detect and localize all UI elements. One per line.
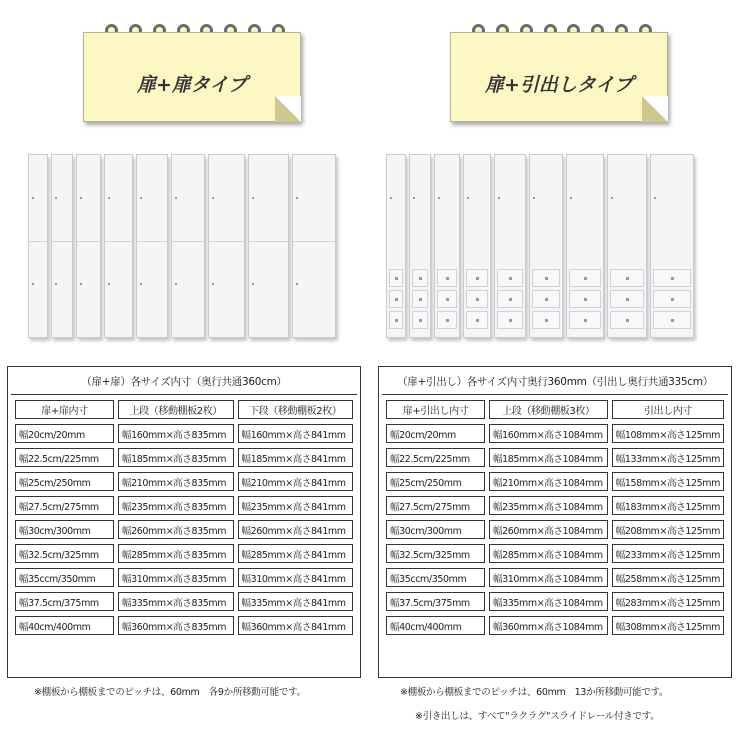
table-row bbox=[386, 472, 724, 491]
table-caption: （扉+引出し）各サイズ内寸奥行360mm（引出し奥行共通335cm） bbox=[382, 370, 728, 395]
inner-size-cell: 幅310mm×高さ835mm bbox=[118, 568, 234, 587]
column-header: 扉+扉内寸 bbox=[15, 400, 114, 419]
table-row bbox=[386, 448, 724, 467]
outer-size-cell: 幅32.5cm/325mm bbox=[386, 544, 485, 563]
inner-size-cell: 幅233mm×高さ125mm bbox=[612, 544, 724, 563]
cabinet bbox=[28, 154, 48, 338]
cabinet bbox=[607, 154, 647, 338]
inner-size-cell: 幅335mm×高さ841mm bbox=[238, 592, 354, 611]
outer-size-cell: 幅40cm/400mm bbox=[15, 616, 114, 635]
cabinet bbox=[529, 154, 563, 338]
inner-size-cell: 幅210mm×高さ841mm bbox=[238, 472, 354, 491]
table-caption: （扉+扉）各サイズ内寸（奥行共通360cm） bbox=[11, 370, 357, 395]
inner-size-cell: 幅235mm×高さ841mm bbox=[238, 496, 354, 515]
table-row bbox=[15, 520, 353, 539]
table-row bbox=[386, 568, 724, 587]
outer-size-cell: 幅22.5cm/225mm bbox=[15, 448, 114, 467]
inner-size-cell: 幅285mm×高さ1084mm bbox=[489, 544, 608, 563]
table-row bbox=[386, 424, 724, 443]
drawer-rail-note: ※引き出しは、すべて"ラクラグ"スライドレール付きです。 bbox=[415, 711, 660, 722]
cabinet bbox=[248, 154, 289, 338]
inner-size-cell: 幅210mm×高さ835mm bbox=[118, 472, 234, 491]
table-row bbox=[15, 544, 353, 563]
table-row bbox=[15, 472, 353, 491]
inner-size-cell: 幅160mm×高さ841mm bbox=[238, 424, 354, 443]
cabinet bbox=[434, 154, 460, 338]
inner-size-cell: 幅308mm×高さ125mm bbox=[612, 616, 724, 635]
table-row bbox=[15, 424, 353, 443]
inner-size-cell: 幅258mm×高さ125mm bbox=[612, 568, 724, 587]
pitch-note: ※棚板から棚板までのピッチは、60mm 各9か所移動可能です。 bbox=[34, 687, 306, 698]
inner-size-cell: 幅133mm×高さ125mm bbox=[612, 448, 724, 467]
inner-size-cell: 幅285mm×高さ835mm bbox=[118, 544, 234, 563]
cabinet bbox=[494, 154, 526, 338]
cabinet bbox=[566, 154, 604, 338]
outer-size-cell: 幅35ccm/350mm bbox=[386, 568, 485, 587]
inner-size-cell: 幅360mm×高さ841mm bbox=[238, 616, 354, 635]
inner-size-cell: 幅310mm×高さ1084mm bbox=[489, 568, 608, 587]
door-drawer-size-table bbox=[378, 366, 732, 678]
inner-size-cell: 幅260mm×高さ1084mm bbox=[489, 520, 608, 539]
inner-size-cell: 幅360mm×高さ835mm bbox=[118, 616, 234, 635]
table-row bbox=[15, 448, 353, 467]
label-door-drawer-type bbox=[450, 24, 668, 122]
outer-size-cell: 幅37.5cm/375mm bbox=[386, 592, 485, 611]
inner-size-cell: 幅208mm×高さ125mm bbox=[612, 520, 724, 539]
inner-size-cell: 幅360mm×高さ1084mm bbox=[489, 616, 608, 635]
outer-size-cell: 幅32.5cm/325mm bbox=[15, 544, 114, 563]
inner-size-cell: 幅260mm×高さ841mm bbox=[238, 520, 354, 539]
inner-size-cell: 幅335mm×高さ835mm bbox=[118, 592, 234, 611]
outer-size-cell: 幅30cm/300mm bbox=[15, 520, 114, 539]
cabinet bbox=[76, 154, 101, 338]
inner-size-cell: 幅108mm×高さ125mm bbox=[612, 424, 724, 443]
cabinet bbox=[292, 154, 336, 338]
door-door-size-table bbox=[7, 366, 361, 678]
type-title: 扉+引出しタイプ bbox=[485, 74, 633, 96]
door-drawer-cabinets-image bbox=[386, 154, 700, 344]
outer-size-cell: 幅40cm/400mm bbox=[386, 616, 485, 635]
table-row bbox=[15, 592, 353, 611]
table-row bbox=[15, 496, 353, 515]
inner-size-cell: 幅185mm×高さ1084mm bbox=[489, 448, 608, 467]
table-row bbox=[386, 520, 724, 539]
pitch-note: ※棚板から棚板までのピッチは、60mm 13か所移動可能です。 bbox=[400, 687, 669, 698]
label-door-door-type bbox=[83, 24, 301, 122]
table-row bbox=[386, 616, 724, 635]
outer-size-cell: 幅27.5cm/275mm bbox=[15, 496, 114, 515]
inner-size-cell: 幅235mm×高さ1084mm bbox=[489, 496, 608, 515]
cabinet bbox=[171, 154, 205, 338]
inner-size-cell: 幅310mm×高さ841mm bbox=[238, 568, 354, 587]
table-row bbox=[386, 544, 724, 563]
table-row bbox=[386, 592, 724, 611]
inner-size-cell: 幅160mm×高さ1084mm bbox=[489, 424, 608, 443]
column-header: 下段（移動棚板2枚） bbox=[238, 400, 354, 419]
inner-size-cell: 幅183mm×高さ125mm bbox=[612, 496, 724, 515]
column-header: 上段（移動棚板2枚） bbox=[118, 400, 234, 419]
column-header: 引出し内寸 bbox=[612, 400, 724, 419]
inner-size-cell: 幅235mm×高さ835mm bbox=[118, 496, 234, 515]
column-header: 上段（移動棚板3枚） bbox=[489, 400, 608, 419]
cabinet bbox=[409, 154, 431, 338]
table-row bbox=[15, 616, 353, 635]
outer-size-cell: 幅25cm/250mm bbox=[15, 472, 114, 491]
cabinet bbox=[386, 154, 406, 338]
door-door-cabinets-image bbox=[28, 154, 344, 344]
outer-size-cell: 幅35ccm/350mm bbox=[15, 568, 114, 587]
inner-size-cell: 幅285mm×高さ841mm bbox=[238, 544, 354, 563]
cabinet bbox=[650, 154, 694, 338]
cabinet bbox=[51, 154, 73, 338]
cabinet bbox=[463, 154, 491, 338]
cabinet bbox=[208, 154, 245, 338]
outer-size-cell: 幅37.5cm/375mm bbox=[15, 592, 114, 611]
cabinet bbox=[104, 154, 133, 338]
table-row bbox=[386, 496, 724, 515]
outer-size-cell: 幅27.5cm/275mm bbox=[386, 496, 485, 515]
type-title: 扉+扉タイプ bbox=[137, 74, 247, 96]
inner-size-cell: 幅185mm×高さ835mm bbox=[118, 448, 234, 467]
outer-size-cell: 幅20cm/20mm bbox=[386, 424, 485, 443]
inner-size-cell: 幅158mm×高さ125mm bbox=[612, 472, 724, 491]
outer-size-cell: 幅25cm/250mm bbox=[386, 472, 485, 491]
table-row bbox=[15, 568, 353, 587]
inner-size-cell: 幅335mm×高さ1084mm bbox=[489, 592, 608, 611]
inner-size-cell: 幅210mm×高さ1084mm bbox=[489, 472, 608, 491]
cabinet bbox=[136, 154, 168, 338]
inner-size-cell: 幅283mm×高さ125mm bbox=[612, 592, 724, 611]
inner-size-cell: 幅160mm×高さ835mm bbox=[118, 424, 234, 443]
outer-size-cell: 幅22.5cm/225mm bbox=[386, 448, 485, 467]
column-header: 扉+引出し内寸 bbox=[386, 400, 485, 419]
outer-size-cell: 幅30cm/300mm bbox=[386, 520, 485, 539]
inner-size-cell: 幅185mm×高さ841mm bbox=[238, 448, 354, 467]
inner-size-cell: 幅260mm×高さ835mm bbox=[118, 520, 234, 539]
outer-size-cell: 幅20cm/20mm bbox=[15, 424, 114, 443]
